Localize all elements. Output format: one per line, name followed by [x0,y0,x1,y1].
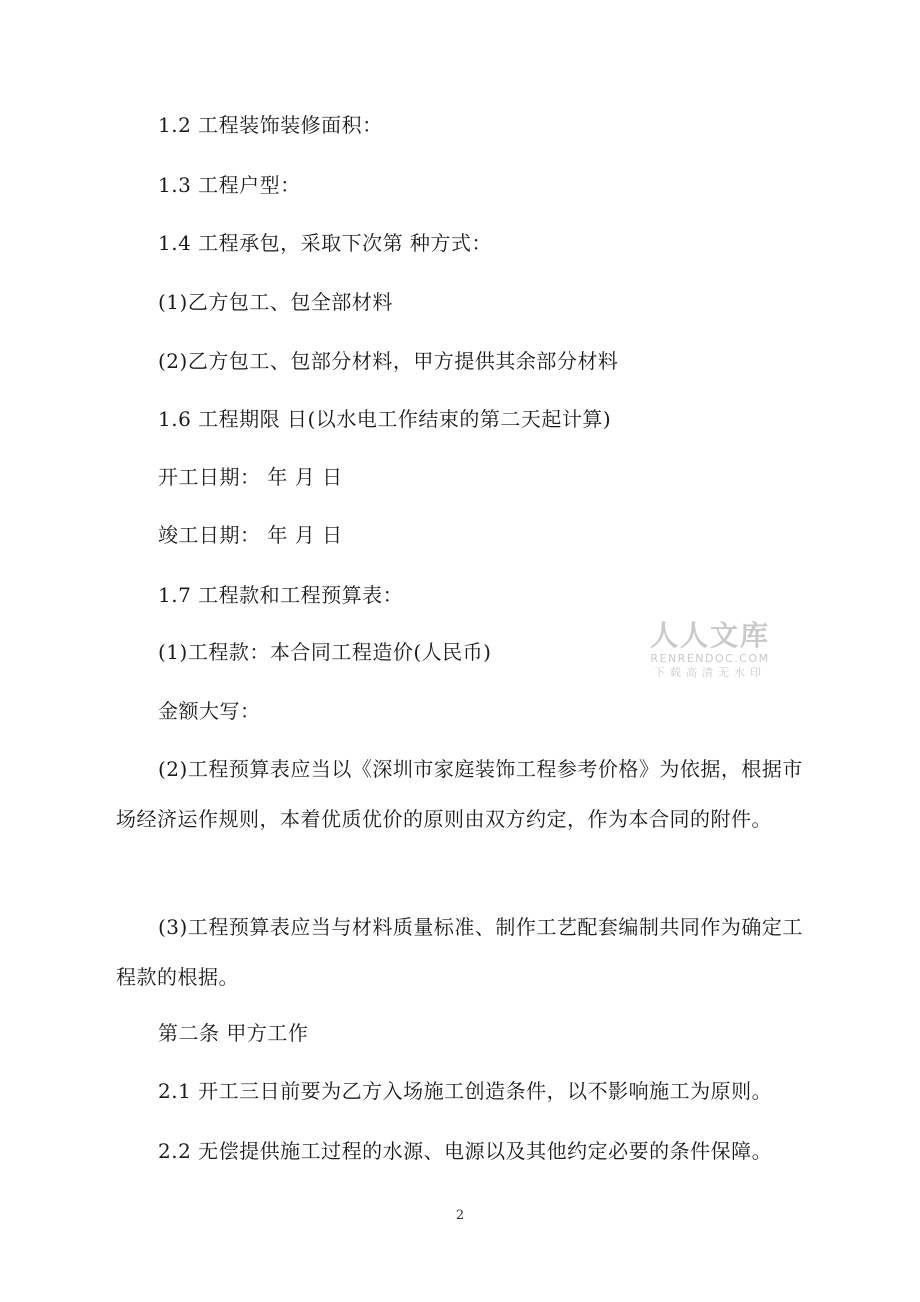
paragraph-end-date: 竣工日期： 年 月 日 [158,523,343,547]
section-heading-party-a-work: 第二条 甲方工作 [158,1021,309,1045]
paragraph-1-4: 1.4 工程承包，采取下次第 种方式： [158,231,493,255]
paragraph-2-1: 2.1 开工三日前要为乙方入场施工创造条件，以不影响施工为原则。 [158,1079,773,1103]
paragraph-1-7: 1.7 工程款和工程预算表： [158,583,404,607]
paragraph-option-1: (1)乙方包工、包全部材料 [158,290,393,314]
paragraph-1-2: 1.2 工程装饰装修面积： [158,113,383,137]
page-number: 2 [455,1208,465,1223]
paragraph-budget-standard: (3)工程预算表应当与材料质量标准、制作工艺配套编制共同作为确定工程款的根据。 [116,915,803,989]
watermark-title: 人人文库 [649,619,770,652]
paragraph-1-3: 1.3 工程户型： [158,173,301,197]
watermark-subtitle: 下载高清无水印 [654,666,766,679]
paragraph-amount-words: 金额大写： [158,699,261,723]
paragraph-project-payment: (1)工程款：本合同工程造价(人民币) [158,640,492,664]
paragraph-start-date: 开工日期： 年 月 日 [158,465,343,489]
paragraph-budget-basis: (2)工程预算表应当以《深圳市家庭装饰工程参考价格》为依据，根据市场经济运作规则，本着优质优价的原则由双方约定，作为本合同的附件。 [116,757,803,831]
paragraph-2-2: 2.2 无偿提供施工过程的水源、电源以及其他约定必要的条件保障。 [158,1139,773,1163]
watermark-url: RENRENDOC.COM [650,652,770,665]
paragraph-option-2: (2)乙方包工、包部分材料，甲方提供其余部分材料 [158,349,619,373]
paragraph-1-6: 1.6 工程期限 日(以水电工作结束的第二天起计算) [158,407,612,431]
watermark-logo [640,620,780,680]
